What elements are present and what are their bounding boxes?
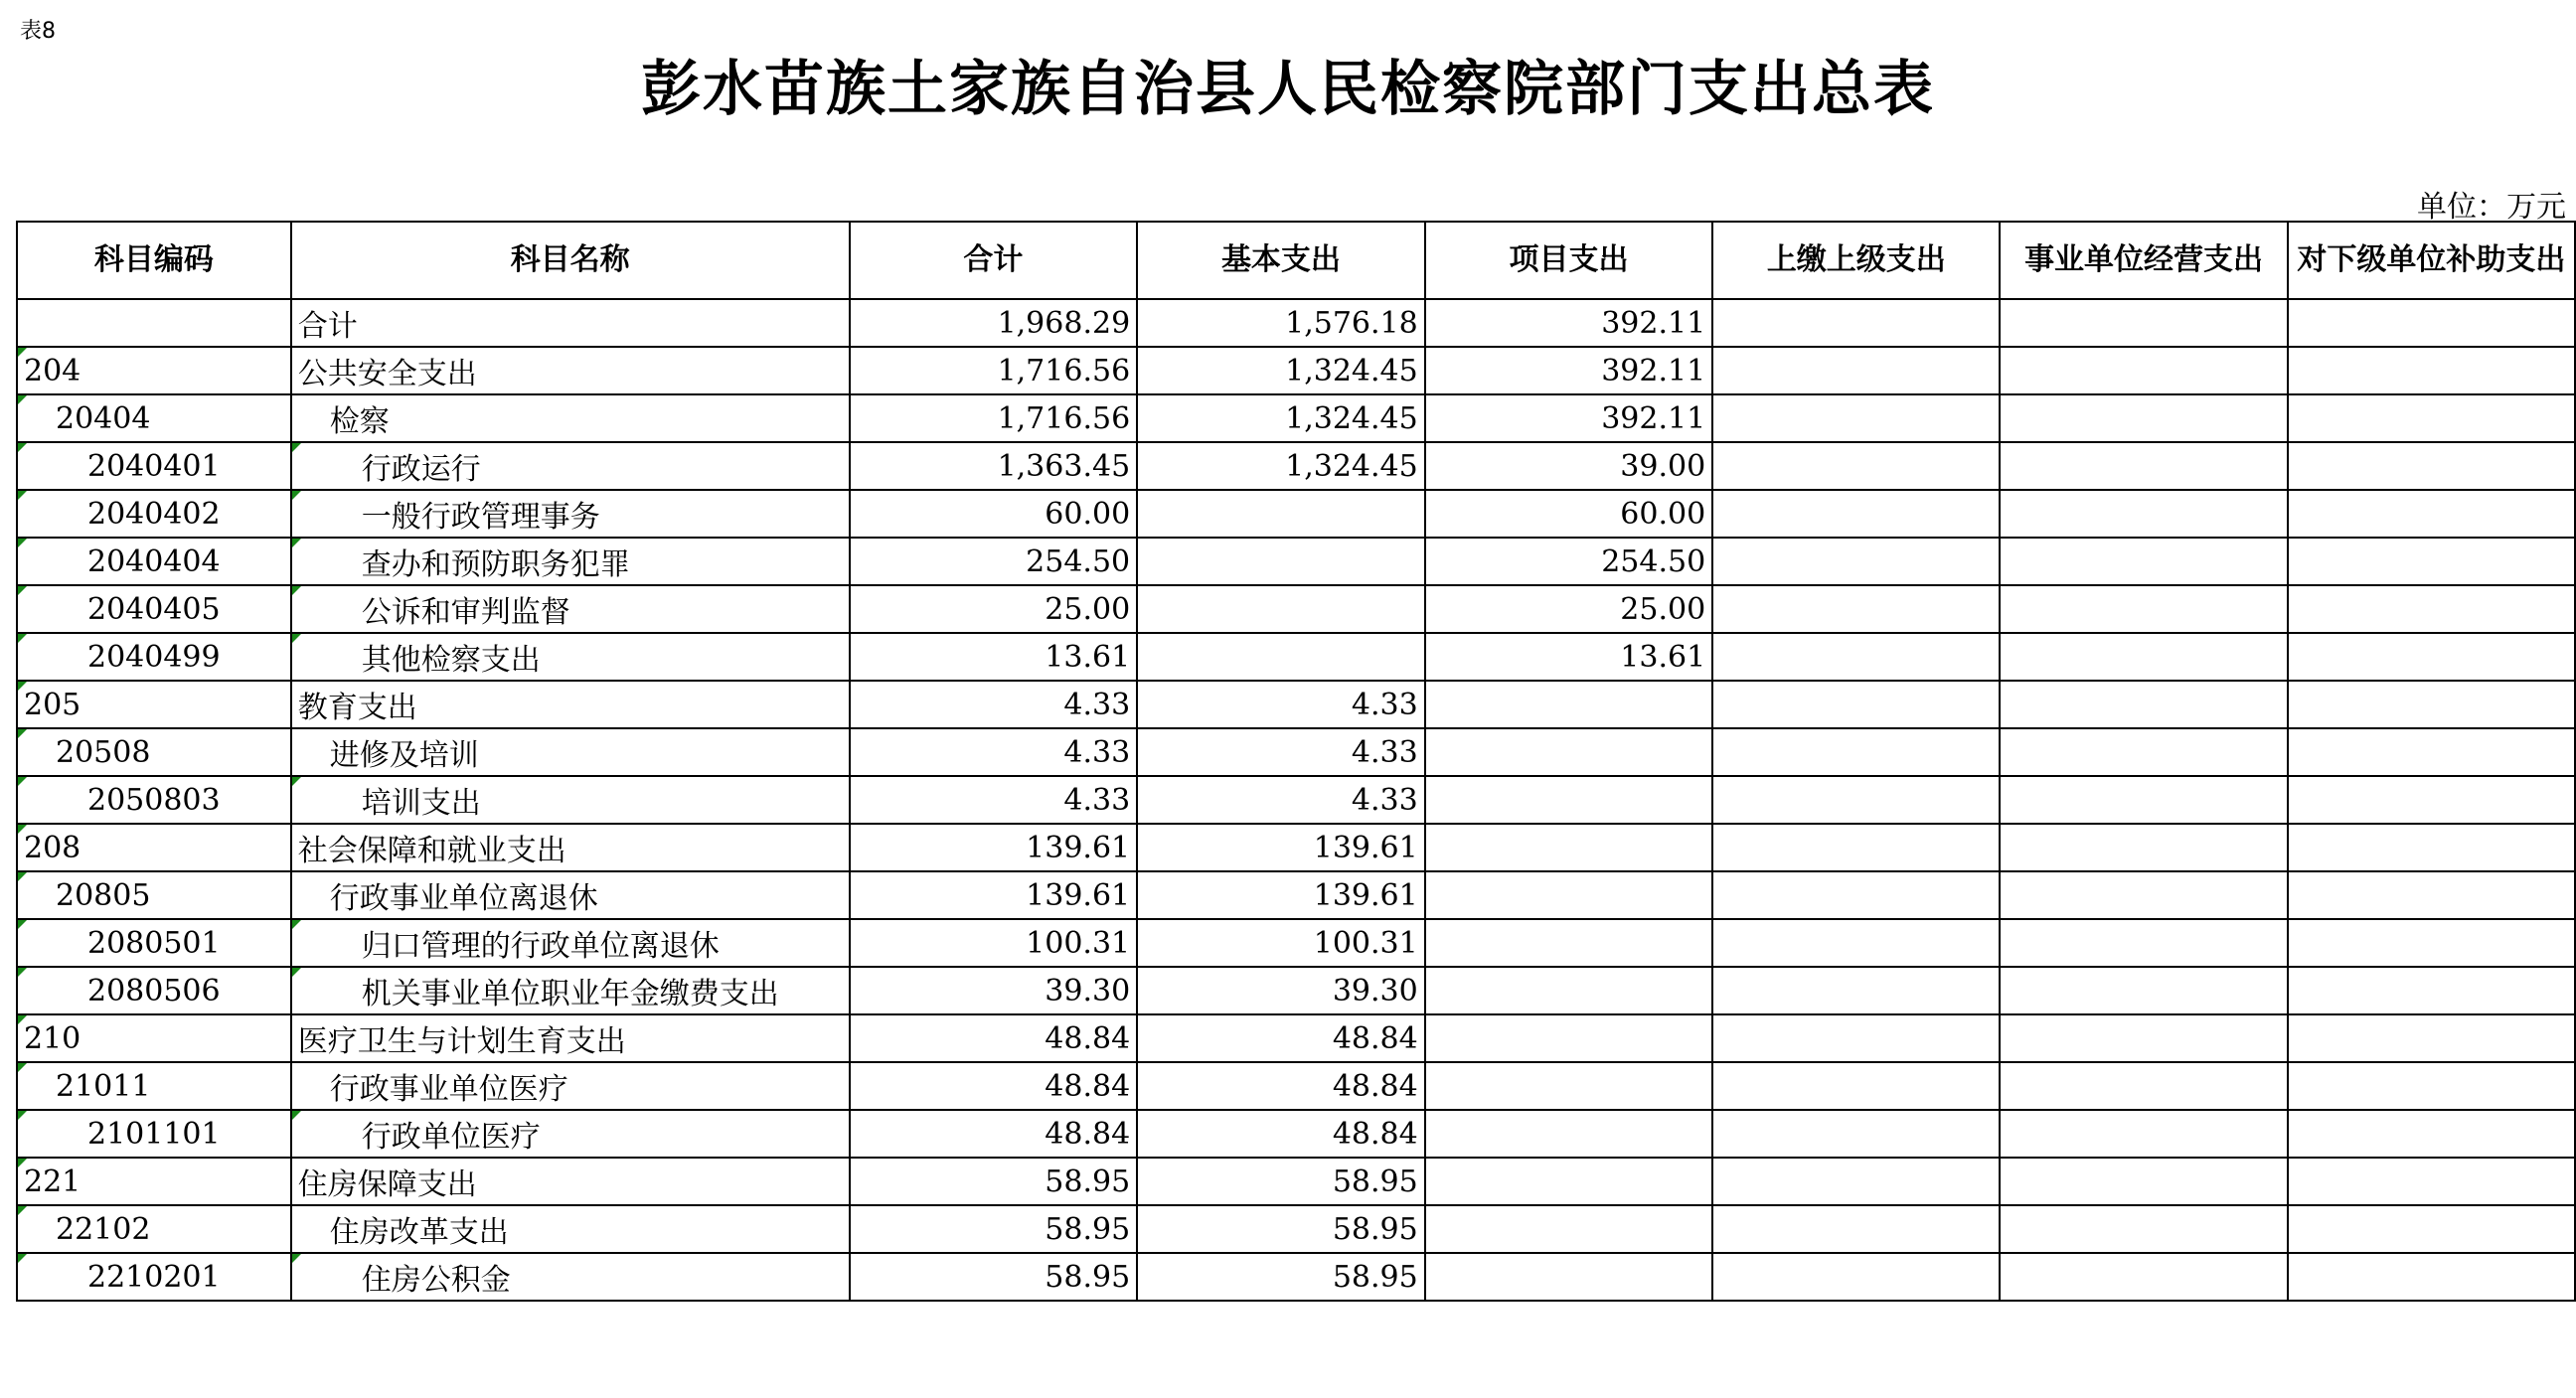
cell-code: 2040401	[17, 442, 291, 490]
cell-code: 2040499	[17, 633, 291, 681]
cell-project: 60.00	[1425, 490, 1712, 538]
cell-name: 医疗卫生与计划生育支出	[291, 1014, 850, 1062]
cell-total: 4.33	[850, 728, 1138, 776]
cell-biz	[2000, 585, 2287, 633]
cell-upper	[1712, 871, 2000, 919]
cell-basic: 100.31	[1137, 919, 1425, 967]
cell-code: 20508	[17, 728, 291, 776]
cell-sub	[2288, 1014, 2575, 1062]
cell-project	[1425, 1253, 1712, 1301]
cell-sub	[2288, 1110, 2575, 1158]
cell-basic: 139.61	[1137, 871, 1425, 919]
header-sub: 对下级单位补助支出	[2288, 222, 2575, 299]
table-row	[17, 1253, 2575, 1301]
table-row	[17, 1110, 2575, 1158]
cell-code: 210	[17, 1014, 291, 1062]
cell-basic: 58.95	[1137, 1158, 1425, 1205]
cell-total: 25.00	[850, 585, 1138, 633]
cell-project	[1425, 776, 1712, 824]
cell-code: 208	[17, 824, 291, 871]
cell-sub	[2288, 299, 2575, 347]
cell-project: 392.11	[1425, 347, 1712, 394]
cell-project	[1425, 728, 1712, 776]
cell-code: 20805	[17, 871, 291, 919]
cell-project	[1425, 1014, 1712, 1062]
cell-sub	[2288, 776, 2575, 824]
cell-total: 48.84	[850, 1014, 1138, 1062]
cell-project	[1425, 1110, 1712, 1158]
cell-project: 13.61	[1425, 633, 1712, 681]
cell-basic: 4.33	[1137, 776, 1425, 824]
cell-biz	[2000, 728, 2287, 776]
table-row	[17, 347, 2575, 394]
cell-code: 21011	[17, 1062, 291, 1110]
cell-total: 4.33	[850, 776, 1138, 824]
cell-total: 254.50	[850, 538, 1138, 585]
cell-name: 住房改革支出	[291, 1205, 850, 1253]
table-row	[17, 728, 2575, 776]
table-row	[17, 490, 2575, 538]
cell-name: 培训支出	[291, 776, 850, 824]
cell-total: 4.33	[850, 681, 1138, 728]
cell-upper	[1712, 347, 2000, 394]
unit-label: 单位：万元	[2417, 190, 2566, 225]
cell-code: 2040404	[17, 538, 291, 585]
cell-biz	[2000, 1253, 2287, 1301]
table-row	[17, 919, 2575, 967]
cell-total: 58.95	[850, 1205, 1138, 1253]
cell-name: 公诉和审判监督	[291, 585, 850, 633]
cell-sub	[2288, 394, 2575, 442]
cell-biz	[2000, 824, 2287, 871]
cell-project: 392.11	[1425, 299, 1712, 347]
cell-basic	[1137, 585, 1425, 633]
cell-biz	[2000, 490, 2287, 538]
cell-total: 58.95	[850, 1253, 1138, 1301]
cell-name: 社会保障和就业支出	[291, 824, 850, 871]
cell-code: 20404	[17, 394, 291, 442]
cell-basic: 58.95	[1137, 1205, 1425, 1253]
cell-biz	[2000, 1014, 2287, 1062]
cell-total: 60.00	[850, 490, 1138, 538]
cell-total: 1,363.45	[850, 442, 1138, 490]
cell-upper	[1712, 1253, 2000, 1301]
cell-basic	[1137, 490, 1425, 538]
cell-total: 13.61	[850, 633, 1138, 681]
cell-basic: 39.30	[1137, 967, 1425, 1014]
cell-sub	[2288, 824, 2575, 871]
cell-name: 行政事业单位医疗	[291, 1062, 850, 1110]
cell-upper	[1712, 1062, 2000, 1110]
cell-basic: 58.95	[1137, 1253, 1425, 1301]
cell-total: 1,716.56	[850, 347, 1138, 394]
cell-upper	[1712, 1110, 2000, 1158]
cell-code: 2040405	[17, 585, 291, 633]
cell-basic: 1,324.45	[1137, 394, 1425, 442]
table-row	[17, 633, 2575, 681]
cell-total: 139.61	[850, 871, 1138, 919]
cell-biz	[2000, 871, 2287, 919]
cell-basic: 48.84	[1137, 1110, 1425, 1158]
cell-basic	[1137, 633, 1425, 681]
cell-total: 1,968.29	[850, 299, 1138, 347]
cell-upper	[1712, 299, 2000, 347]
cell-upper	[1712, 1205, 2000, 1253]
cell-code: 2080506	[17, 967, 291, 1014]
cell-upper	[1712, 919, 2000, 967]
cell-sub	[2288, 871, 2575, 919]
cell-name: 机关事业单位职业年金缴费支出	[291, 967, 850, 1014]
cell-name: 住房保障支出	[291, 1158, 850, 1205]
cell-name: 住房公积金	[291, 1253, 850, 1301]
cell-biz	[2000, 538, 2287, 585]
cell-basic: 1,324.45	[1137, 442, 1425, 490]
table-row	[17, 1014, 2575, 1062]
cell-code: 205	[17, 681, 291, 728]
cell-upper	[1712, 967, 2000, 1014]
cell-project: 392.11	[1425, 394, 1712, 442]
cell-total: 100.31	[850, 919, 1138, 967]
cell-upper	[1712, 728, 2000, 776]
cell-code: 2210201	[17, 1253, 291, 1301]
cell-upper	[1712, 442, 2000, 490]
cell-sub	[2288, 681, 2575, 728]
cell-code: 2080501	[17, 919, 291, 967]
cell-biz	[2000, 394, 2287, 442]
cell-basic: 4.33	[1137, 728, 1425, 776]
cell-total: 58.95	[850, 1158, 1138, 1205]
cell-upper	[1712, 633, 2000, 681]
cell-biz	[2000, 919, 2287, 967]
cell-name: 一般行政管理事务	[291, 490, 850, 538]
cell-biz	[2000, 442, 2287, 490]
cell-biz	[2000, 967, 2287, 1014]
cell-project	[1425, 967, 1712, 1014]
cell-biz	[2000, 1062, 2287, 1110]
cell-project	[1425, 1205, 1712, 1253]
cell-basic: 48.84	[1137, 1062, 1425, 1110]
table-row	[17, 1158, 2575, 1205]
cell-name: 合计	[291, 299, 850, 347]
cell-name: 教育支出	[291, 681, 850, 728]
cell-name: 公共安全支出	[291, 347, 850, 394]
cell-name: 其他检察支出	[291, 633, 850, 681]
table-row	[17, 442, 2575, 490]
cell-upper	[1712, 490, 2000, 538]
sheet-label: 表8	[20, 19, 56, 44]
cell-sub	[2288, 585, 2575, 633]
header-project: 项目支出	[1425, 222, 1712, 299]
cell-biz	[2000, 1110, 2287, 1158]
cell-total: 39.30	[850, 967, 1138, 1014]
cell-basic: 1,324.45	[1137, 347, 1425, 394]
cell-basic	[1137, 538, 1425, 585]
table-row	[17, 394, 2575, 442]
cell-name: 行政事业单位离退休	[291, 871, 850, 919]
cell-upper	[1712, 824, 2000, 871]
cell-sub	[2288, 1253, 2575, 1301]
cell-basic: 1,576.18	[1137, 299, 1425, 347]
cell-total: 48.84	[850, 1062, 1138, 1110]
cell-upper	[1712, 538, 2000, 585]
cell-project	[1425, 1158, 1712, 1205]
cell-code: 204	[17, 347, 291, 394]
table-row	[17, 538, 2575, 585]
cell-code: 221	[17, 1158, 291, 1205]
cell-upper	[1712, 681, 2000, 728]
cell-biz	[2000, 681, 2287, 728]
header-upper: 上缴上级支出	[1712, 222, 2000, 299]
cell-sub	[2288, 1205, 2575, 1253]
cell-basic: 4.33	[1137, 681, 1425, 728]
cell-biz	[2000, 633, 2287, 681]
expenditure-table	[16, 221, 2576, 1302]
cell-sub	[2288, 633, 2575, 681]
cell-sub	[2288, 1158, 2575, 1205]
cell-sub	[2288, 347, 2575, 394]
table-row	[17, 871, 2575, 919]
cell-total: 139.61	[850, 824, 1138, 871]
cell-name: 进修及培训	[291, 728, 850, 776]
header-biz: 事业单位经营支出	[2000, 222, 2287, 299]
cell-code: 2040402	[17, 490, 291, 538]
header-basic: 基本支出	[1137, 222, 1425, 299]
cell-project	[1425, 871, 1712, 919]
cell-name: 行政单位医疗	[291, 1110, 850, 1158]
cell-biz	[2000, 347, 2287, 394]
header-total: 合计	[850, 222, 1138, 299]
cell-sub	[2288, 442, 2575, 490]
cell-basic: 139.61	[1137, 824, 1425, 871]
page-title: 彭水苗族土家族自治县人民检察院部门支出总表	[641, 55, 1935, 124]
cell-code	[17, 299, 291, 347]
cell-total: 1,716.56	[850, 394, 1138, 442]
cell-project	[1425, 1062, 1712, 1110]
cell-basic: 48.84	[1137, 1014, 1425, 1062]
cell-sub	[2288, 967, 2575, 1014]
cell-name: 检察	[291, 394, 850, 442]
header-name: 科目名称	[291, 222, 850, 299]
cell-project: 39.00	[1425, 442, 1712, 490]
table-row	[17, 1205, 2575, 1253]
cell-sub	[2288, 538, 2575, 585]
header-code: 科目编码	[17, 222, 291, 299]
cell-upper	[1712, 585, 2000, 633]
cell-upper	[1712, 776, 2000, 824]
cell-biz	[2000, 299, 2287, 347]
cell-code: 2050803	[17, 776, 291, 824]
cell-project: 254.50	[1425, 538, 1712, 585]
table-row	[17, 1062, 2575, 1110]
cell-name: 查办和预防职务犯罪	[291, 538, 850, 585]
table-row	[17, 824, 2575, 871]
cell-upper	[1712, 394, 2000, 442]
cell-sub	[2288, 728, 2575, 776]
cell-project: 25.00	[1425, 585, 1712, 633]
cell-sub	[2288, 1062, 2575, 1110]
cell-name: 归口管理的行政单位离退休	[291, 919, 850, 967]
cell-total: 48.84	[850, 1110, 1138, 1158]
cell-name: 行政运行	[291, 442, 850, 490]
table-header-row	[17, 222, 2575, 299]
table-row	[17, 299, 2575, 347]
table-row	[17, 681, 2575, 728]
table-row	[17, 776, 2575, 824]
table-row	[17, 967, 2575, 1014]
cell-project	[1425, 824, 1712, 871]
cell-sub	[2288, 490, 2575, 538]
cell-biz	[2000, 776, 2287, 824]
cell-code: 22102	[17, 1205, 291, 1253]
cell-upper	[1712, 1014, 2000, 1062]
cell-code: 2101101	[17, 1110, 291, 1158]
cell-upper	[1712, 1158, 2000, 1205]
table-row	[17, 585, 2575, 633]
cell-project	[1425, 919, 1712, 967]
cell-biz	[2000, 1205, 2287, 1253]
cell-biz	[2000, 1158, 2287, 1205]
cell-sub	[2288, 919, 2575, 967]
cell-project	[1425, 681, 1712, 728]
